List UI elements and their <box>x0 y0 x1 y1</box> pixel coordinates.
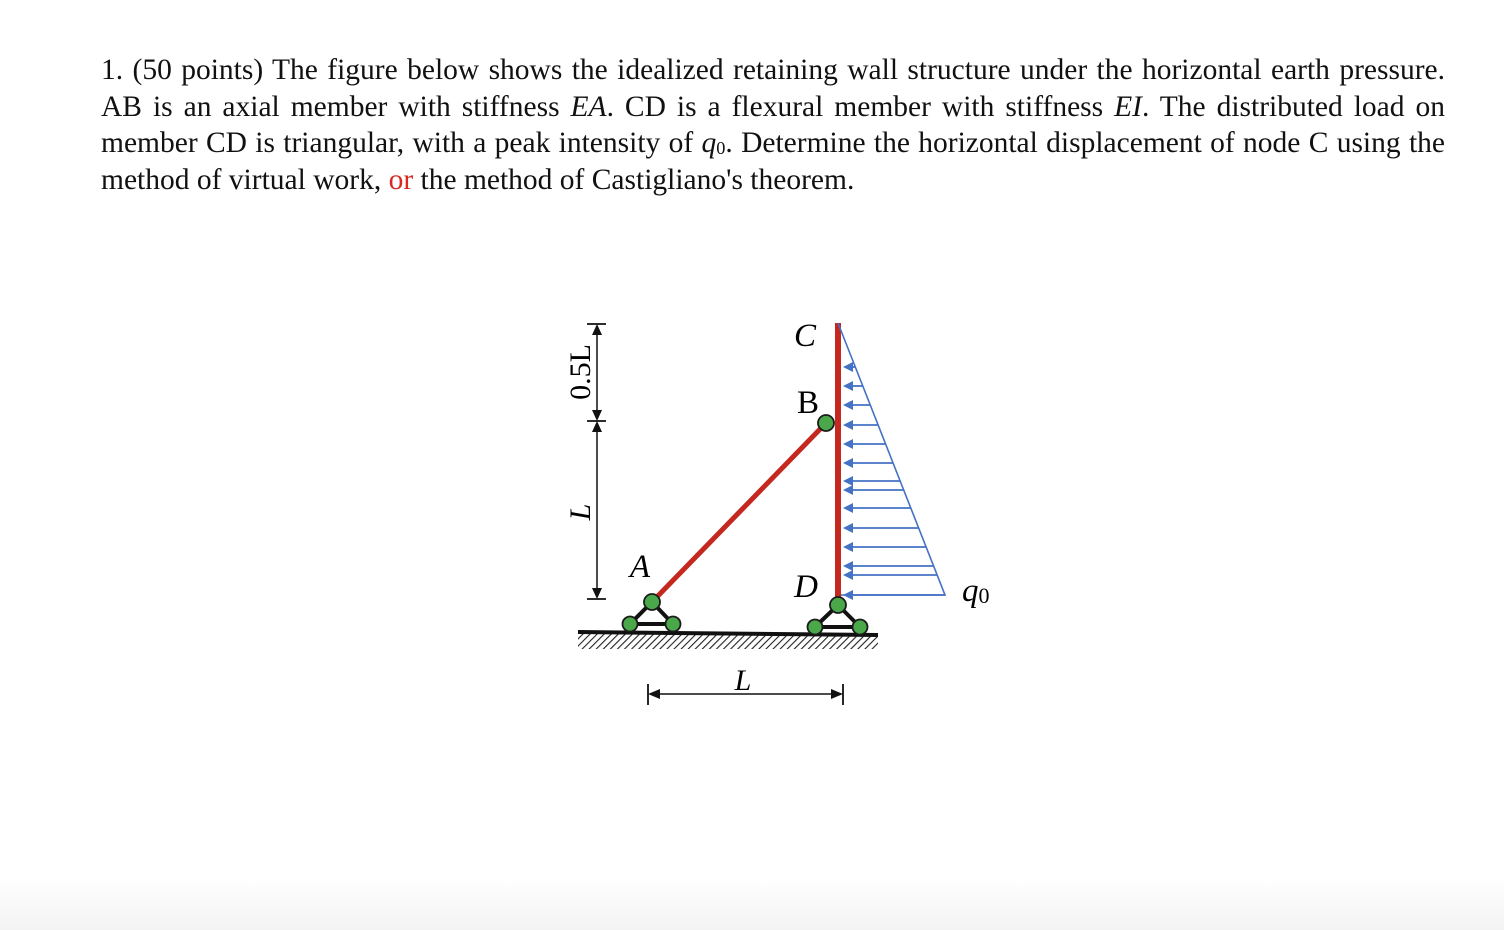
load-arrow-head <box>843 381 853 391</box>
flexural-stiffness-symbol: EI <box>1114 90 1142 123</box>
load-arrow-head <box>843 570 853 580</box>
load-arrow-head <box>843 439 853 449</box>
load-arrow-head <box>843 523 853 533</box>
load-arrow-head <box>843 485 853 495</box>
horizontal-dimension <box>648 664 843 705</box>
ground <box>578 632 878 649</box>
dim-label-upper <box>564 344 597 400</box>
problem-text-part-1: 1. (50 points) The figure below shows the idealized retaining wall structure under the horizontal earth pressure. AB is an axial member with stiffness <box>101 54 1445 123</box>
load-envelope <box>838 323 945 595</box>
load-arrow-head <box>843 400 853 410</box>
peak-intensity-symbol: q <box>701 127 717 160</box>
problem-text-part-2: . CD is a flexural member with stiffness <box>606 90 1115 123</box>
node-b <box>818 415 834 431</box>
support-d-roller-right <box>853 620 868 635</box>
load-arrow-head <box>843 420 853 430</box>
vertical-dimensions <box>564 324 606 599</box>
label-b: B <box>796 385 820 421</box>
node-d <box>830 597 846 613</box>
label-q-main: q <box>962 573 979 609</box>
label-c: C <box>793 318 817 354</box>
hdim-arrow-left <box>648 689 660 699</box>
load-arrow-head <box>843 561 853 571</box>
support-a-roller-right <box>666 617 681 632</box>
dim-arrow-upper-bottom <box>592 410 602 421</box>
dim-arrow-lower-top <box>592 421 602 432</box>
load-arrows <box>843 362 945 600</box>
dim-label-upper-text: 0.5L <box>564 344 597 400</box>
dim-arrow-upper-top <box>592 324 602 335</box>
hdim-label: L <box>734 664 752 697</box>
load-arrow-head <box>843 503 853 513</box>
problem-text-part-3: . The distributed load on member CD is triangular, with a peak intensity of <box>101 90 1445 160</box>
axial-stiffness-symbol: EA <box>570 90 607 123</box>
problem-text-part-5: the method of Castigliano's theorem. <box>413 164 855 197</box>
dim-arrow-lower-bottom <box>592 588 602 599</box>
label-q <box>962 573 990 609</box>
support-a-roller-left <box>623 617 638 632</box>
load-arrow-head <box>843 362 853 372</box>
distributed-load <box>838 323 945 600</box>
or-highlight: or <box>388 164 414 197</box>
label-q-sub: 0 <box>978 583 990 608</box>
dim-label-lower-text: L <box>564 503 597 521</box>
pin-support-a <box>623 594 681 632</box>
load-arrow-head <box>843 458 853 468</box>
load-arrow-head <box>843 542 853 552</box>
peak-intensity-subscript: 0 <box>716 138 726 159</box>
problem-text-part-4: . Determine the horizontal displacement of node C using the method of virtual work, <box>101 127 1445 197</box>
label-a: A <box>629 549 651 585</box>
load-arrow-head <box>843 590 853 600</box>
dim-label-lower <box>564 504 597 522</box>
load-arrow-head <box>843 476 853 486</box>
label-d: D <box>794 569 818 605</box>
hdim-arrow-right <box>831 689 843 699</box>
bottom-shadow-strip <box>0 878 1504 930</box>
support-d-roller-left <box>808 620 823 635</box>
node-a <box>644 594 660 610</box>
